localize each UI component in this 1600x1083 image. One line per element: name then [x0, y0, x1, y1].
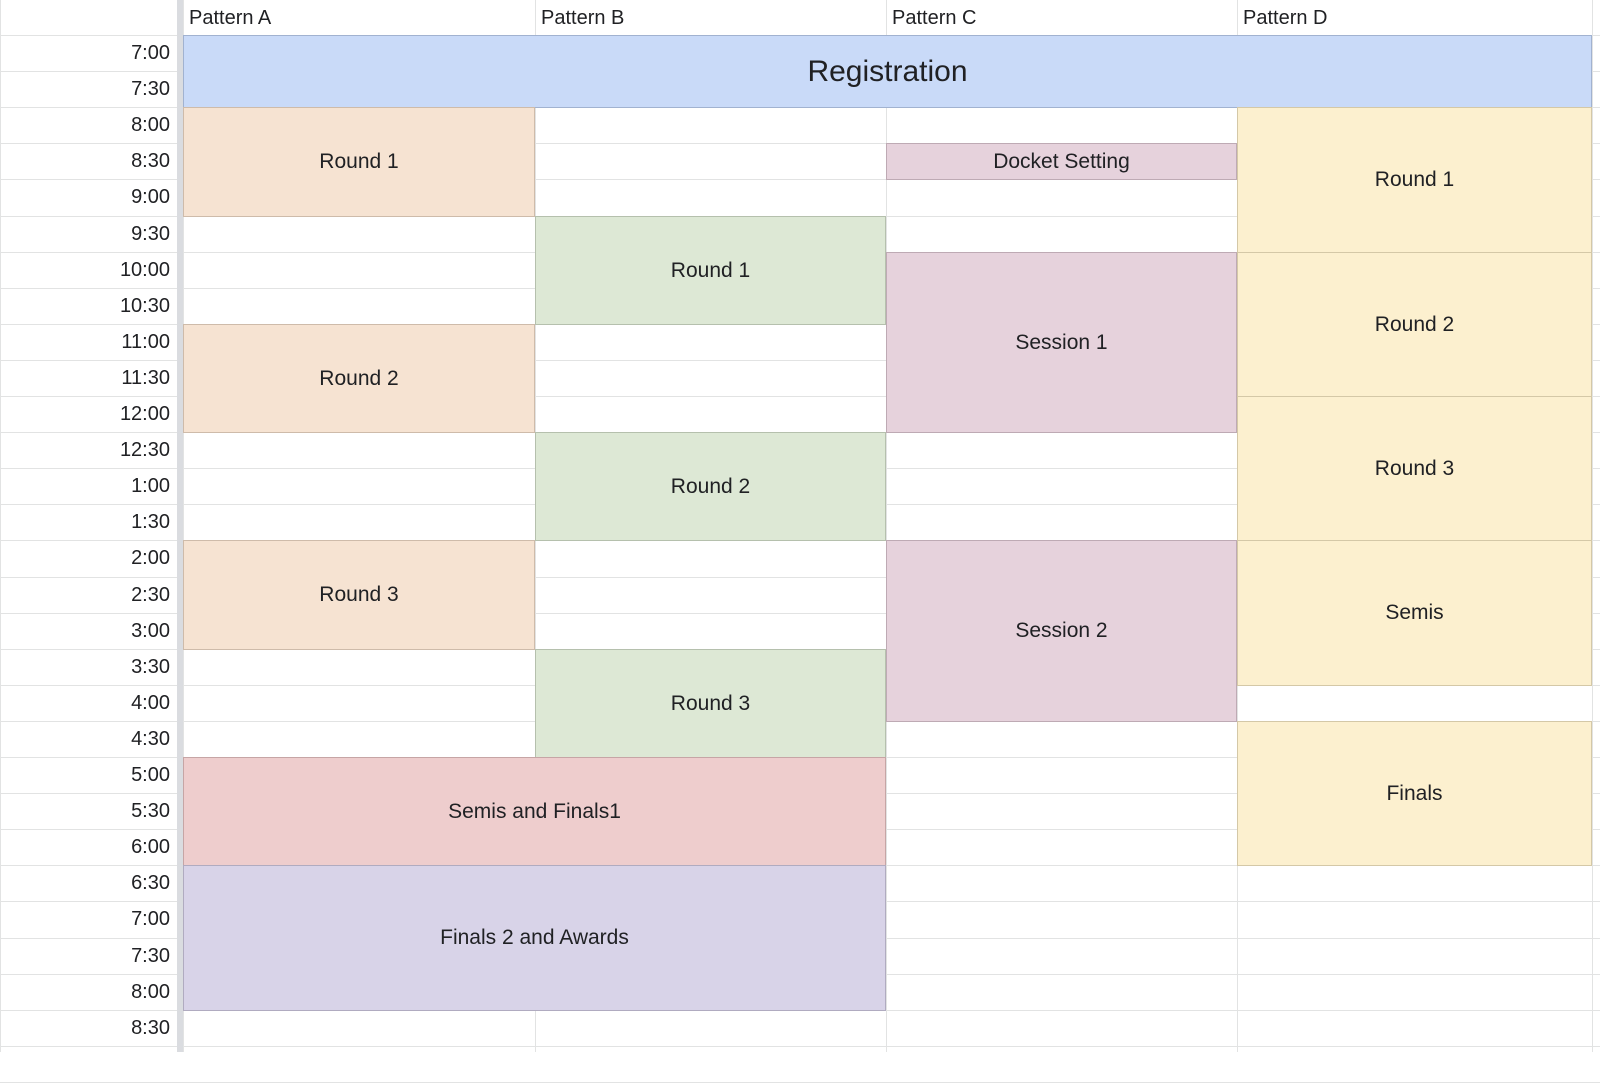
gridline-col: [1592, 0, 1593, 1052]
time-label[interactable]: 10:30: [119, 295, 170, 317]
time-label[interactable]: 7:30: [131, 945, 170, 967]
block-c-docket-setting[interactable]: Docket Setting: [886, 143, 1237, 180]
block-d-round-3[interactable]: Round 3: [1237, 396, 1592, 541]
time-label[interactable]: 11:00: [121, 331, 170, 353]
time-label[interactable]: 11:30: [121, 367, 170, 389]
block-c-session-2[interactable]: Session 2: [886, 540, 1237, 722]
block-d-finals[interactable]: Finals: [1237, 721, 1592, 866]
time-label[interactable]: 8:30: [131, 150, 170, 172]
time-label[interactable]: 9:00: [131, 186, 170, 208]
block-a-round-1[interactable]: Round 1: [183, 107, 535, 217]
time-label[interactable]: 2:30: [131, 584, 170, 606]
time-label[interactable]: 1:30: [131, 511, 170, 533]
gridline-row: [0, 1046, 1600, 1047]
time-label[interactable]: 6:00: [131, 836, 170, 858]
block-finals-2-and-awards[interactable]: Finals 2 and Awards: [183, 865, 886, 1011]
column-header-a[interactable]: Pattern A: [189, 7, 272, 29]
time-label[interactable]: 7:30: [131, 78, 170, 100]
time-label[interactable]: 7:00: [131, 42, 170, 64]
column-header-c[interactable]: Pattern C: [892, 7, 977, 29]
time-label[interactable]: 4:30: [131, 728, 170, 750]
block-b-round-1[interactable]: Round 1: [535, 216, 886, 325]
block-a-round-2[interactable]: Round 2: [183, 324, 535, 433]
block-a-round-3[interactable]: Round 3: [183, 540, 535, 650]
time-label[interactable]: 8:30: [131, 1017, 170, 1039]
time-label[interactable]: 1:00: [131, 475, 170, 497]
block-registration[interactable]: Registration: [183, 35, 1592, 108]
time-label[interactable]: 10:00: [119, 259, 170, 281]
block-d-round-1[interactable]: Round 1: [1237, 107, 1592, 253]
time-label[interactable]: 12:30: [119, 439, 170, 461]
time-label[interactable]: 3:30: [131, 656, 170, 678]
block-semis-and-finals1[interactable]: Semis and Finals1: [183, 757, 886, 866]
time-label[interactable]: 5:30: [131, 800, 170, 822]
block-c-session-1[interactable]: Session 1: [886, 252, 1237, 433]
time-label[interactable]: 7:00: [131, 908, 170, 930]
time-label[interactable]: 8:00: [131, 114, 170, 136]
block-b-round-2[interactable]: Round 2: [535, 432, 886, 541]
time-label[interactable]: 9:30: [131, 223, 170, 245]
time-label[interactable]: 6:30: [131, 872, 170, 894]
block-d-round-2[interactable]: Round 2: [1237, 252, 1592, 397]
time-label[interactable]: 4:00: [131, 692, 170, 714]
column-header-b[interactable]: Pattern B: [541, 7, 625, 29]
block-d-semis[interactable]: Semis: [1237, 540, 1592, 686]
block-b-round-3[interactable]: Round 3: [535, 649, 886, 758]
time-label[interactable]: 2:00: [131, 547, 170, 569]
time-label[interactable]: 12:00: [119, 403, 170, 425]
time-label[interactable]: 8:00: [131, 981, 170, 1003]
time-label[interactable]: 5:00: [131, 764, 170, 786]
column-header-d[interactable]: Pattern D: [1243, 7, 1328, 29]
time-label[interactable]: 3:00: [131, 620, 170, 642]
